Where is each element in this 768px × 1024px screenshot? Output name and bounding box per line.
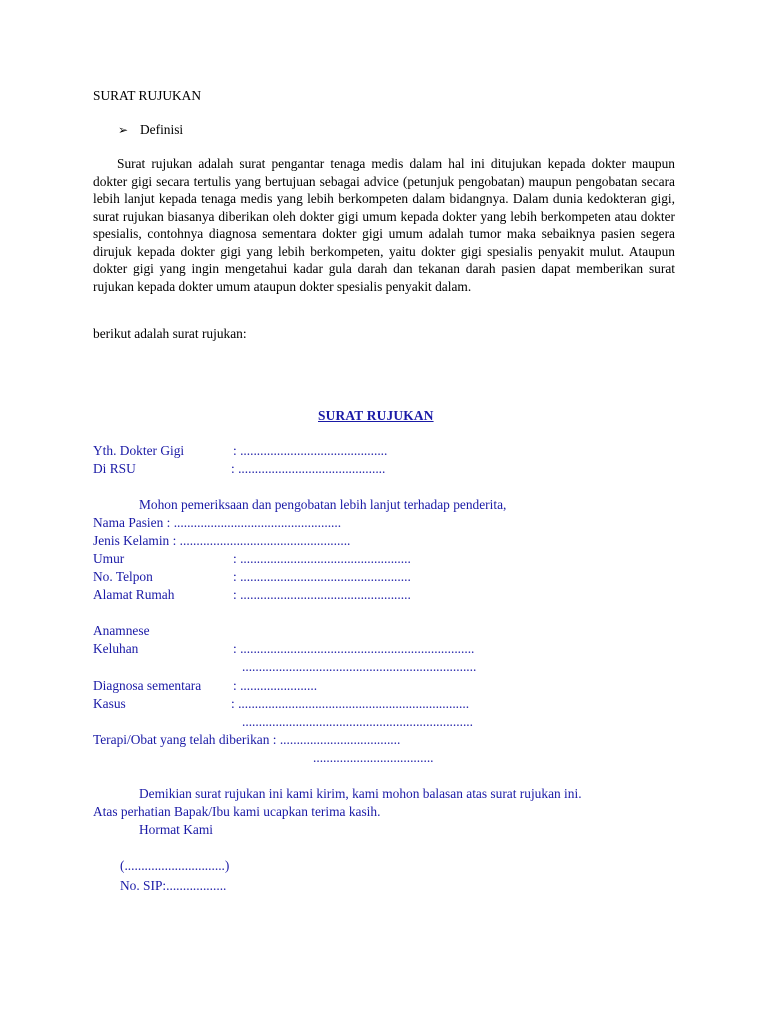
keluhan-value-continued: ...................................................................... (242, 659, 477, 674)
telpon-label: No. Telpon (93, 569, 153, 584)
nama-pasien-field: Nama Pasien : .................................................. (93, 515, 342, 530)
definition-paragraph: Surat rujukan adalah surat pengantar tenaga medis dalam hal ini ditujukan kepada dokter maupun dokter gigi secara tertulis yang bertujuan sebagai advice (petunjuk pengobatan) maupun pengobatan secara lebih lanjut kepada tenaga medis yang lebih berkompeten dalam bidangnya. Dalam dunia kedokteran gigi, surat rujukan biasanya diberikan oleh dokter gigi umum kepada dokter yang lebih berkompeten atau dokter spesialis, contohnya diagnosa sementara dokter gigi umum adalah tumor maka sebaiknya pasien segera dirujuk kepada dokter gigi yang lebih berkompeten, yaitu dokter gigi spesialis penyakit mulut. Ataupun dokter gigi yang ingin mengetahui kadar gula darah dan tekanan darah pasien dapat memberikan surat rujukan kepada dokter umum ataupun dokter spesialis penyakit dalam. (93, 156, 675, 294)
arrow-bullet-icon: ➢ (118, 123, 129, 137)
diagnosa-value: : ....................... (233, 678, 318, 693)
diagnosa-label: Diagnosa sementara (93, 678, 202, 693)
form-title: SURAT RUJUKAN (318, 408, 434, 423)
kasus-value-continued: ..................................................................... (242, 714, 473, 729)
umur-value: : ................................................... (233, 551, 411, 566)
jenis-kelamin-field: Jenis Kelamin : ................................................... (93, 533, 351, 548)
sip-number-field: No. SIP:.................. (120, 878, 227, 893)
keluhan-value: : ...................................................................... (233, 641, 475, 656)
rsu-label: Di RSU (93, 461, 136, 476)
keluhan-label: Keluhan (93, 641, 139, 656)
yth-value: : ............................................ (233, 443, 388, 458)
request-line: Mohon pemeriksaan dan pengobatan lebih lanjut terhadap penderita, (139, 497, 507, 512)
alamat-label: Alamat Rumah (93, 587, 175, 602)
telpon-value: : ................................................... (233, 569, 411, 584)
yth-label: Yth. Dokter Gigi (93, 443, 185, 458)
closing-line-1: Demikian surat rujukan ini kami kirim, kami mohon balasan atas surat rujukan ini. (139, 786, 582, 801)
alamat-value: : ................................................... (233, 587, 411, 602)
hormat-kami: Hormat Kami (139, 822, 214, 837)
bullet-item-definisi (118, 121, 183, 140)
rsu-value: : ............................................ (231, 461, 386, 476)
kasus-value: : ..................................................................... (231, 696, 470, 711)
terapi-field: Terapi/Obat yang telah diberikan : .................................... (93, 732, 401, 747)
bullet-label: Definisi (140, 122, 184, 137)
umur-label: Umur (93, 551, 125, 566)
kasus-label: Kasus (93, 696, 126, 711)
signature-placeholder: (..............................) (120, 858, 230, 873)
terapi-value-continued: .................................... (313, 750, 434, 765)
anamnese-label: Anamnese (93, 623, 150, 638)
closing-line-2: Atas perhatian Bapak/Ibu kami ucapkan terima kasih. (93, 804, 381, 819)
document-title: SURAT RUJUKAN (93, 88, 202, 103)
intro-line: berikut adalah surat rujukan: (93, 326, 247, 341)
